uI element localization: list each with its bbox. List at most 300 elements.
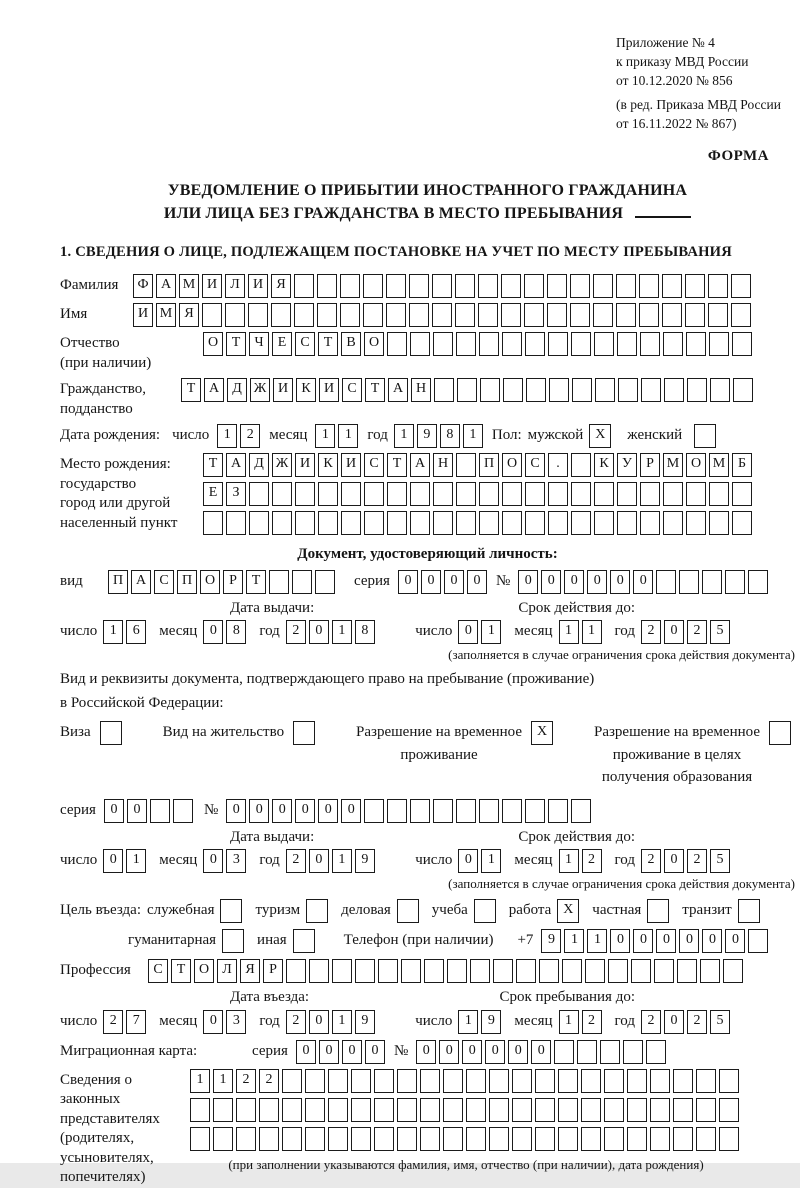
form-cell	[455, 303, 475, 327]
form-cell	[593, 274, 613, 298]
form-cell	[748, 570, 768, 594]
patronymic-label: Отчество (при наличии)	[60, 335, 152, 371]
form-cell: Я	[240, 959, 260, 983]
representatives-note: (при заполнении указываются фамилия, имя, отчество (при наличии), дата рождения)	[228, 1156, 704, 1172]
form-cell	[709, 332, 729, 356]
form-cell	[456, 799, 476, 823]
form-cell	[502, 332, 522, 356]
form-cell	[282, 1127, 302, 1151]
form-cell	[364, 799, 384, 823]
entry-day-cells	[103, 1010, 149, 1034]
name-cells	[133, 303, 754, 327]
form-cell	[524, 303, 544, 327]
migration-series-label: серия	[252, 1042, 288, 1059]
form-cell	[269, 570, 289, 594]
form-cell	[503, 378, 523, 402]
residence-issue-group: число 0 1 месяц 0 3 год 2 0 1 9	[60, 849, 388, 873]
form-cell	[493, 959, 513, 983]
form-cell	[433, 799, 453, 823]
form-cell	[641, 378, 661, 402]
form-cell	[434, 378, 454, 402]
form-cell	[719, 1127, 739, 1151]
form-cell	[548, 332, 568, 356]
form-cell	[685, 303, 705, 327]
form-cell	[526, 378, 546, 402]
form-cell	[420, 1069, 440, 1093]
residence-number-label: №	[203, 801, 219, 818]
form-cell	[677, 959, 697, 983]
form-cell: 0	[421, 570, 441, 594]
form-cell	[479, 482, 499, 506]
form-cell	[351, 1069, 371, 1093]
form-cell	[604, 1069, 624, 1093]
form-cell: 0	[633, 929, 653, 953]
purpose-tourism-checkbox	[306, 899, 328, 923]
residence-number-cells	[226, 799, 594, 823]
entry-date-captions: Дата въезда: Срок пребывания до:	[230, 989, 635, 1006]
form-cell: 1	[463, 424, 483, 448]
form-cell: 0	[725, 929, 745, 953]
form-cell	[341, 511, 361, 535]
day-label: число	[172, 427, 210, 444]
form-cell: 0	[104, 799, 124, 823]
form-cell	[466, 1069, 486, 1093]
form-cell	[173, 799, 193, 823]
form-cell	[236, 1098, 256, 1122]
form-cell: 5	[710, 1010, 730, 1034]
valid-year-cells	[641, 620, 733, 644]
form-cell: И	[273, 378, 293, 402]
form-cell: 1	[217, 424, 237, 448]
form-cell	[571, 453, 591, 477]
form-cell	[420, 1127, 440, 1151]
purpose-private-checkbox	[647, 899, 669, 923]
form-cell: О	[203, 332, 223, 356]
form-cell: 0	[203, 620, 223, 644]
form-cell: 9	[355, 1010, 375, 1034]
form-cell: 1	[332, 1010, 352, 1034]
form-cell: 0	[309, 849, 329, 873]
form-cell: 0	[342, 1040, 362, 1064]
form-cell	[286, 959, 306, 983]
form-cell	[639, 303, 659, 327]
form-cell	[420, 1098, 440, 1122]
form-cell	[547, 274, 567, 298]
form-cell	[272, 511, 292, 535]
form-cell	[282, 1098, 302, 1122]
form-cell	[663, 511, 683, 535]
form-cell	[295, 511, 315, 535]
form-cell	[386, 274, 406, 298]
form-cell: 5	[710, 620, 730, 644]
form-cell	[731, 274, 751, 298]
form-cell	[309, 959, 329, 983]
form-cell	[617, 332, 637, 356]
form-cell: 0	[226, 799, 246, 823]
form-cell	[640, 332, 660, 356]
form-cell: И	[295, 453, 315, 477]
form-cell	[558, 1127, 578, 1151]
doc-kind-cells	[108, 570, 338, 594]
form-cell: 2	[641, 1010, 661, 1034]
form-cell: Н	[433, 453, 453, 477]
form-cell	[535, 1069, 555, 1093]
residence-permit-checkbox	[293, 721, 315, 745]
form-cell	[719, 1069, 739, 1093]
form-cell	[732, 482, 752, 506]
form-cell	[457, 378, 477, 402]
form-cell	[547, 303, 567, 327]
form-cell	[363, 303, 383, 327]
residence-intro-line2: в Российской Федерации:	[60, 694, 224, 711]
field-surname	[60, 274, 795, 298]
form-cell	[456, 453, 476, 477]
form-cell	[571, 332, 591, 356]
form-cell	[332, 959, 352, 983]
form-cell	[410, 332, 430, 356]
form-cell	[686, 332, 706, 356]
form-cell: 2	[641, 620, 661, 644]
form-cell	[374, 1127, 394, 1151]
form-cell: П	[177, 570, 197, 594]
form-cell	[443, 1098, 463, 1122]
form-cell: 1	[394, 424, 414, 448]
form-cell	[305, 1098, 325, 1122]
form-cell	[719, 1098, 739, 1122]
edition-line: от 16.11.2022 № 867)	[616, 115, 737, 131]
form-cell	[502, 482, 522, 506]
option-visa: Виза	[60, 721, 122, 745]
form-cell	[340, 274, 360, 298]
identity-doc-date-captions	[60, 599, 795, 619]
form-cell: 0	[319, 1040, 339, 1064]
form-cell	[608, 959, 628, 983]
form-cell: 0	[444, 570, 464, 594]
form-cell	[315, 570, 335, 594]
doc-series-cells	[398, 570, 490, 594]
form-cell: О	[194, 959, 214, 983]
valid-until-caption: Срок действия до:	[518, 599, 635, 616]
form-cell	[433, 482, 453, 506]
form-cell: 0	[203, 1010, 223, 1034]
purpose-work-checkbox: X	[557, 899, 579, 923]
residence-doc-series-row	[60, 799, 795, 823]
field-citizenship	[60, 378, 795, 419]
form-cell: 8	[440, 424, 460, 448]
form-cell: А	[156, 274, 176, 298]
phone-prefix: +7	[517, 932, 534, 949]
form-cell: 2	[240, 424, 260, 448]
sex-female-checkbox	[694, 424, 716, 448]
form-cell: 1	[315, 424, 335, 448]
form-cell: 1	[126, 849, 146, 873]
form-cell	[479, 799, 499, 823]
representatives-block	[60, 1069, 795, 1188]
form-cell	[549, 378, 569, 402]
edition-block	[616, 96, 795, 134]
birth-day-cells	[217, 424, 263, 448]
form-cell: 0	[467, 570, 487, 594]
form-cell: .	[548, 453, 568, 477]
form-cell: З	[226, 482, 246, 506]
form-cell	[202, 303, 222, 327]
form-cell	[525, 799, 545, 823]
representatives-row1	[190, 1069, 742, 1093]
birth-date-label: Дата рождения:	[60, 427, 161, 444]
form-cell: 2	[286, 849, 306, 873]
validity-note: (заполняется в случае ограничения срока действия документа)	[448, 647, 795, 663]
valid-month-cells	[559, 620, 605, 644]
form-cell	[594, 482, 614, 506]
representatives-label: Сведения о законных представителях (родителях, усыновителях, попечителях)	[60, 1071, 160, 1186]
form-cell	[340, 303, 360, 327]
form-cell	[650, 1069, 670, 1093]
residence-dates	[60, 849, 795, 873]
form-cell	[535, 1127, 555, 1151]
form-cell: 0	[203, 849, 223, 873]
form-cell: И	[341, 453, 361, 477]
form-cell	[516, 959, 536, 983]
form-cell	[374, 1098, 394, 1122]
form-cell: Д	[227, 378, 247, 402]
form-cell: 2	[687, 1010, 707, 1034]
form-cell	[282, 1069, 302, 1093]
form-cell: 8	[226, 620, 246, 644]
form-cell: К	[594, 453, 614, 477]
form-cell: 1	[213, 1069, 233, 1093]
form-cell: Л	[217, 959, 237, 983]
form-cell	[650, 1098, 670, 1122]
form-cell: 9	[355, 849, 375, 873]
form-cell: А	[388, 378, 408, 402]
form-cell	[687, 378, 707, 402]
form-cell	[708, 274, 728, 298]
stay-until-group: число 1 9 месяц 1 2 год 2 0 2 5	[415, 1010, 743, 1034]
form-cell: 2	[286, 620, 306, 644]
form-cell: 5	[710, 849, 730, 873]
form-cell	[489, 1127, 509, 1151]
form-cell	[732, 332, 752, 356]
form-cell	[364, 482, 384, 506]
form-cell	[696, 1069, 716, 1093]
form-cell: 0	[508, 1040, 528, 1064]
form-cell: 1	[559, 849, 579, 873]
residence-issue-year-cells	[286, 849, 378, 873]
residence-options	[60, 721, 795, 789]
form-cell: Т	[226, 332, 246, 356]
form-cell: 0	[531, 1040, 551, 1064]
citizenship-label: Гражданство, подданство	[60, 381, 147, 417]
form-cell: 0	[309, 620, 329, 644]
form-cell	[443, 1069, 463, 1093]
form-cell	[292, 570, 312, 594]
form-cell: 2	[103, 1010, 123, 1034]
form-cell: 1	[582, 620, 602, 644]
form-cell: У	[617, 453, 637, 477]
form-cell	[455, 274, 475, 298]
form-cell: Ж	[250, 378, 270, 402]
form-cell	[708, 303, 728, 327]
birth-place-rows	[203, 453, 755, 540]
form-cell	[489, 1069, 509, 1093]
form-cell	[502, 799, 522, 823]
form-cell	[409, 274, 429, 298]
form-cell: 0	[458, 620, 478, 644]
form-cell: Р	[223, 570, 243, 594]
form-cell: 1	[332, 849, 352, 873]
doc-number-label: №	[495, 572, 511, 589]
form-cell: Т	[318, 332, 338, 356]
form-cell	[679, 570, 699, 594]
form-cell	[595, 378, 615, 402]
form-cell: 0	[656, 929, 676, 953]
form-cell: 1	[564, 929, 584, 953]
form-cell: А	[410, 453, 430, 477]
form-cell	[535, 1098, 555, 1122]
form-cell: Б	[732, 453, 752, 477]
form-cell	[654, 959, 674, 983]
form-cell: 0	[103, 849, 123, 873]
form-cell	[673, 1098, 693, 1122]
form-cell	[627, 1069, 647, 1093]
form-cell	[548, 511, 568, 535]
form-cell	[203, 511, 223, 535]
form-cell	[525, 482, 545, 506]
form-cell	[387, 511, 407, 535]
form-cell	[731, 303, 751, 327]
form-cell: 1	[338, 424, 358, 448]
form-cell: С	[525, 453, 545, 477]
doc-series-label: серия	[354, 572, 390, 589]
form-cell: Р	[640, 453, 660, 477]
form-cell: 0	[664, 849, 684, 873]
form-cell: Ч	[249, 332, 269, 356]
form-cell: А	[204, 378, 224, 402]
form-cell	[571, 482, 591, 506]
form-cell: 6	[126, 620, 146, 644]
residence-valid-month-cells	[559, 849, 605, 873]
field-patronymic	[60, 332, 795, 373]
form-cell	[696, 1098, 716, 1122]
form-cell: 0	[610, 929, 630, 953]
stay-day-cells	[458, 1010, 504, 1034]
form-cell	[570, 303, 590, 327]
form-cell: Н	[411, 378, 431, 402]
form-cell	[410, 511, 430, 535]
form-cell	[433, 332, 453, 356]
identity-doc-dates	[60, 620, 795, 644]
form-cell	[709, 482, 729, 506]
residence-issue-month-cells	[203, 849, 249, 873]
form-cell	[709, 511, 729, 535]
edition-line: (в ред. Приказа МВД России	[616, 96, 781, 112]
phone-label: Телефон (при наличии)	[343, 932, 494, 949]
form-cell	[351, 1098, 371, 1122]
form-cell	[447, 959, 467, 983]
form-cell	[748, 929, 768, 953]
issue-date-caption: Дата выдачи:	[230, 599, 315, 616]
residence-intro-line1: Вид и реквизиты документа, подтверждающего право на пребывание (проживание)	[60, 671, 595, 688]
valid-until-group: число 0 1 месяц 1 1 год 2 0 2 5	[415, 620, 743, 644]
form-cell	[617, 511, 637, 535]
form-cell	[190, 1098, 210, 1122]
issue-date-group: число 1 6 месяц 0 8 год 2 0 1 8	[60, 620, 388, 644]
phone-cells	[541, 929, 771, 953]
form-cell	[585, 959, 605, 983]
form-cell	[548, 799, 568, 823]
form-cell	[259, 1098, 279, 1122]
form-cell	[732, 511, 752, 535]
residence-date-captions: Дата выдачи: Срок действия до:	[230, 828, 635, 845]
form-cell	[725, 570, 745, 594]
residence-series-label: серия	[60, 801, 96, 818]
doc-kind-label: вид	[60, 572, 83, 589]
form-cell	[378, 959, 398, 983]
form-cell: 1	[103, 620, 123, 644]
title-underline	[635, 216, 691, 218]
form-cell: К	[296, 378, 316, 402]
form-cell	[723, 959, 743, 983]
form-cell	[150, 799, 170, 823]
form-cell	[190, 1127, 210, 1151]
form-cell	[272, 482, 292, 506]
form-cell: 0	[541, 570, 561, 594]
form-cell: 0	[398, 570, 418, 594]
form-cell	[456, 511, 476, 535]
form-cell: 0	[633, 570, 653, 594]
form-cell	[604, 1127, 624, 1151]
form-cell	[593, 303, 613, 327]
form-cell: Р	[263, 959, 283, 983]
form-cell	[328, 1127, 348, 1151]
form-cell	[397, 1098, 417, 1122]
migration-card-row	[60, 1040, 795, 1064]
form-cell	[663, 332, 683, 356]
form-cell	[271, 303, 291, 327]
form-cell: 2	[687, 620, 707, 644]
form-cell: 1	[458, 1010, 478, 1034]
form-cell	[386, 303, 406, 327]
form-cell: 2	[582, 849, 602, 873]
form-cell: 2	[236, 1069, 256, 1093]
form-cell: 0	[462, 1040, 482, 1064]
form-cell	[213, 1098, 233, 1122]
form-cell	[479, 332, 499, 356]
form-cell	[432, 303, 452, 327]
form-cell	[558, 1098, 578, 1122]
form-cell	[581, 1098, 601, 1122]
form-cell: 0	[365, 1040, 385, 1064]
appendix-block	[616, 34, 795, 133]
form-cell: И	[202, 274, 222, 298]
form-cell: 3	[226, 1010, 246, 1034]
form-cell	[702, 570, 722, 594]
form-cell	[317, 274, 337, 298]
form-cell: 1	[559, 620, 579, 644]
form-cell: М	[179, 274, 199, 298]
residence-issue-day-cells	[103, 849, 149, 873]
field-birth-date	[60, 424, 795, 448]
form-cell	[685, 274, 705, 298]
form-cell	[512, 1069, 532, 1093]
form-cell: 7	[126, 1010, 146, 1034]
form-cell	[618, 378, 638, 402]
migration-card-label: Миграционная карта:	[60, 1042, 198, 1059]
purpose-other-checkbox	[293, 929, 315, 953]
form-cell: 2	[582, 1010, 602, 1034]
form-title	[60, 179, 795, 225]
form-cell	[456, 332, 476, 356]
